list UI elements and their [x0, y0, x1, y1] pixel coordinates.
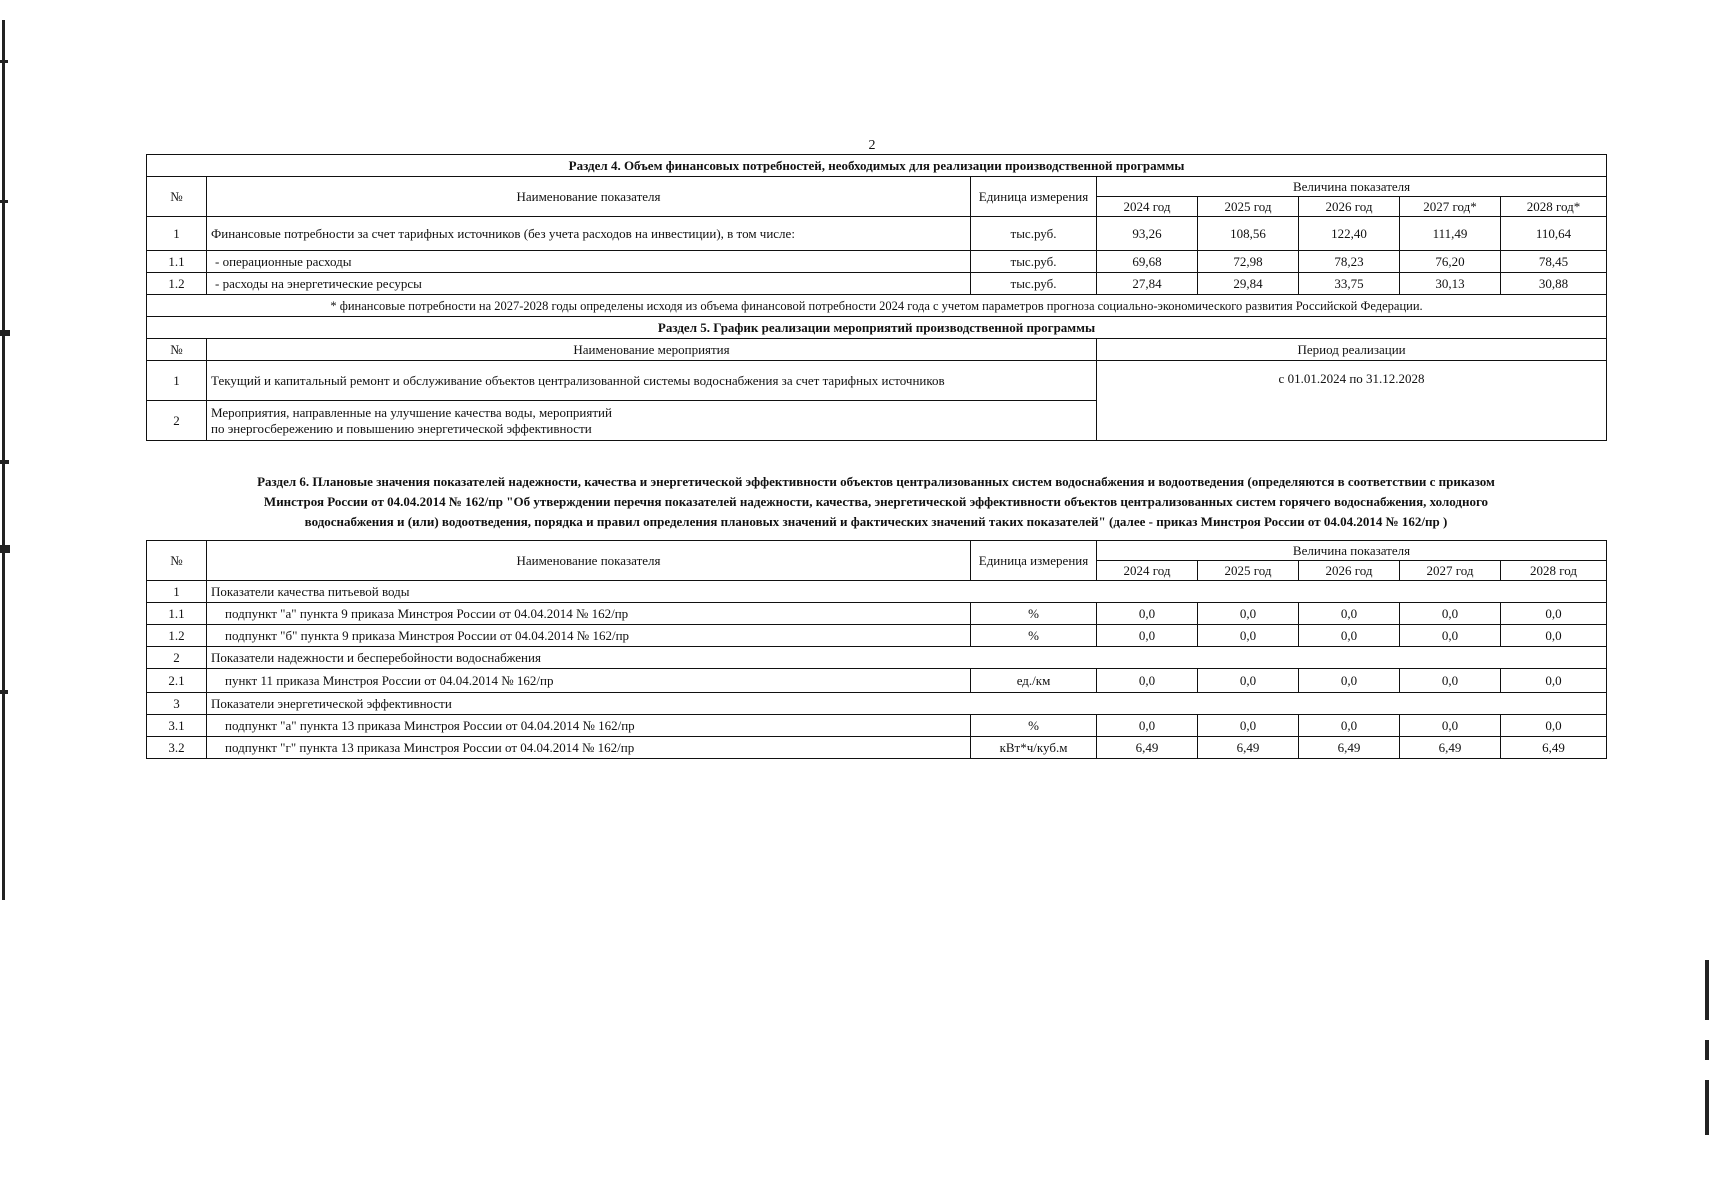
section4-table — [146, 154, 1607, 441]
year-header: 2027 год* — [1400, 197, 1501, 217]
row-value: 0,0 — [1097, 715, 1198, 737]
row-no: 1 — [147, 581, 207, 603]
col-no-header: № — [147, 541, 207, 581]
row-value: 0,0 — [1097, 669, 1198, 693]
row-name: подпункт "а" пункта 9 приказа Минстроя России от 04.04.2014 № 162/пр — [207, 603, 971, 625]
table-row — [147, 273, 1607, 295]
row-unit: % — [971, 715, 1097, 737]
row-unit: кВт*ч/куб.м — [971, 737, 1097, 759]
row-name — [207, 401, 1097, 441]
row-unit: тыс.руб. — [971, 251, 1097, 273]
row-value: 29,84 — [1198, 273, 1299, 295]
row-value: 111,49 — [1400, 217, 1501, 251]
row-name: пункт 11 приказа Минстроя России от 04.04.2014 № 162/пр — [207, 669, 971, 693]
table-row — [147, 715, 1607, 737]
row-value: 30,13 — [1400, 273, 1501, 295]
row-name: подпункт "а" пункта 13 приказа Минстроя России от 04.04.2014 № 162/пр — [207, 715, 971, 737]
row-name-line: по энергосбережению и повышению энергетической эффективности — [211, 420, 592, 436]
row-value: 0,0 — [1501, 625, 1607, 647]
group-name: Показатели качества питьевой воды — [207, 581, 1607, 603]
row-value: 33,75 — [1299, 273, 1400, 295]
row-value: 108,56 — [1198, 217, 1299, 251]
col-unit-header: Единица измерения — [971, 177, 1097, 217]
col-unit-header: Единица измерения — [971, 541, 1097, 581]
section6-title — [156, 472, 1596, 532]
col-value-header: Величина показателя — [1097, 541, 1607, 561]
year-header: 2026 год — [1299, 561, 1400, 581]
year-header: 2027 год — [1400, 561, 1501, 581]
row-value: 0,0 — [1299, 669, 1400, 693]
table-row — [147, 251, 1607, 273]
group-row — [147, 647, 1607, 669]
row-name: подпункт "б" пункта 9 приказа Минстроя России от 04.04.2014 № 162/пр — [207, 625, 971, 647]
row-no: 1 — [147, 217, 207, 251]
table-row — [147, 625, 1607, 647]
row-value: 0,0 — [1299, 715, 1400, 737]
col-no-header: № — [147, 177, 207, 217]
section5-title: Раздел 5. График реализации мероприятий производственной программы — [147, 317, 1607, 339]
row-value: 0,0 — [1299, 603, 1400, 625]
row-no: 1.1 — [147, 251, 207, 273]
col-period-header: Период реализации — [1097, 339, 1607, 361]
row-value: 122,40 — [1299, 217, 1400, 251]
row-value: 0,0 — [1400, 715, 1501, 737]
scan-edge-left — [0, 0, 10, 905]
row-no: 3 — [147, 693, 207, 715]
scan-edge-right — [1705, 960, 1713, 1140]
row-no: 3.1 — [147, 715, 207, 737]
row-no: 2 — [147, 401, 207, 441]
row-no: 3.2 — [147, 737, 207, 759]
row-value: 0,0 — [1299, 625, 1400, 647]
row-value: 0,0 — [1501, 715, 1607, 737]
row-value: 110,64 — [1501, 217, 1607, 251]
row-value: 78,45 — [1501, 251, 1607, 273]
row-name: - расходы на энергетические ресурсы — [207, 273, 971, 295]
row-value: 78,23 — [1299, 251, 1400, 273]
section6-title-line: водоснабжения и (или) водоотведения, порядка и правил определения плановых значений и фактических значений таких показателей" (далее - приказ Минстроя России от 04.04.2014 № 162/пр ) — [304, 514, 1448, 529]
col-value-header: Величина показателя — [1097, 177, 1607, 197]
row-value: 6,49 — [1400, 737, 1501, 759]
row-unit: тыс.руб. — [971, 217, 1097, 251]
year-header: 2024 год — [1097, 197, 1198, 217]
row-name: - операционные расходы — [207, 251, 971, 273]
section6-table — [146, 540, 1607, 759]
row-value: 0,0 — [1501, 669, 1607, 693]
year-header: 2025 год — [1198, 197, 1299, 217]
year-header: 2024 год — [1097, 561, 1198, 581]
row-value: 27,84 — [1097, 273, 1198, 295]
row-value: 0,0 — [1198, 625, 1299, 647]
row-value: 6,49 — [1299, 737, 1400, 759]
table-row — [147, 361, 1607, 401]
table-row — [147, 737, 1607, 759]
row-value: 0,0 — [1198, 669, 1299, 693]
table-row — [147, 603, 1607, 625]
row-name-line: Мероприятия, направленные на улучшение качества воды, мероприятий — [211, 404, 612, 420]
table-row — [147, 669, 1607, 693]
row-value: 0,0 — [1198, 715, 1299, 737]
row-value: 0,0 — [1400, 625, 1501, 647]
row-value: 72,98 — [1198, 251, 1299, 273]
group-name: Показатели надежности и бесперебойности водоснабжения — [207, 647, 1607, 669]
row-value: 6,49 — [1501, 737, 1607, 759]
section6-title-line: Минстроя России от 04.04.2014 № 162/пр "Об утверждении перечня показателей надежности, качества, энергетической эффективности объектов централизованных систем горячего водоснабжения, холодного — [263, 494, 1489, 509]
year-header: 2025 год — [1198, 561, 1299, 581]
table-row — [147, 217, 1607, 251]
row-value: 0,0 — [1097, 603, 1198, 625]
row-value: 6,49 — [1198, 737, 1299, 759]
row-unit: % — [971, 625, 1097, 647]
row-name: Текущий и капитальный ремонт и обслуживание объектов централизованной системы водоснабжения за счет тарифных источников — [207, 361, 1097, 401]
row-value: 0,0 — [1198, 603, 1299, 625]
row-no: 1.2 — [147, 273, 207, 295]
row-no: 2 — [147, 647, 207, 669]
row-unit: % — [971, 603, 1097, 625]
row-no: 1 — [147, 361, 207, 401]
row-value: 0,0 — [1400, 669, 1501, 693]
row-no: 1.1 — [147, 603, 207, 625]
row-no: 2.1 — [147, 669, 207, 693]
col-no-header: № — [147, 339, 207, 361]
col-name-header: Наименование показателя — [207, 541, 971, 581]
row-value: 76,20 — [1400, 251, 1501, 273]
row-value: 6,49 — [1097, 737, 1198, 759]
year-header: 2026 год — [1299, 197, 1400, 217]
group-row — [147, 581, 1607, 603]
row-unit: ед./км — [971, 669, 1097, 693]
row-value: 0,0 — [1501, 603, 1607, 625]
year-header: 2028 год — [1501, 561, 1607, 581]
row-unit: тыс.руб. — [971, 273, 1097, 295]
group-name: Показатели энергетической эффективности — [207, 693, 1607, 715]
row-value: 0,0 — [1097, 625, 1198, 647]
row-value: 93,26 — [1097, 217, 1198, 251]
row-value: 30,88 — [1501, 273, 1607, 295]
col-event-header: Наименование мероприятия — [207, 339, 1097, 361]
year-header: 2028 год* — [1501, 197, 1607, 217]
section6-title-line: Раздел 6. Плановые значения показателей надежности, качества и энергетической эффективности объектов централизованных систем водоснабжения и водоотведения (определяются в соответствии с приказом — [257, 474, 1495, 489]
row-value: 69,68 — [1097, 251, 1198, 273]
page-number: 2 — [868, 138, 876, 153]
section4-title: Раздел 4. Объем финансовых потребностей, необходимых для реализации производственной программы — [147, 155, 1607, 177]
row-no: 1.2 — [147, 625, 207, 647]
row-value: 0,0 — [1400, 603, 1501, 625]
group-row — [147, 693, 1607, 715]
period-value: с 01.01.2024 по 31.12.2028 — [1097, 361, 1607, 441]
col-name-header: Наименование показателя — [207, 177, 971, 217]
row-name: Финансовые потребности за счет тарифных источников (без учета расходов на инвестиции), в том числе: — [207, 217, 971, 251]
row-name: подпункт "г" пункта 13 приказа Минстроя России от 04.04.2014 № 162/пр — [207, 737, 971, 759]
section4-footnote: * финансовые потребности на 2027-2028 годы определены исходя из объема финансовой потребности 2024 года с учетом параметров прогноза социально-экономического развития Российской Федерации. — [147, 295, 1607, 317]
